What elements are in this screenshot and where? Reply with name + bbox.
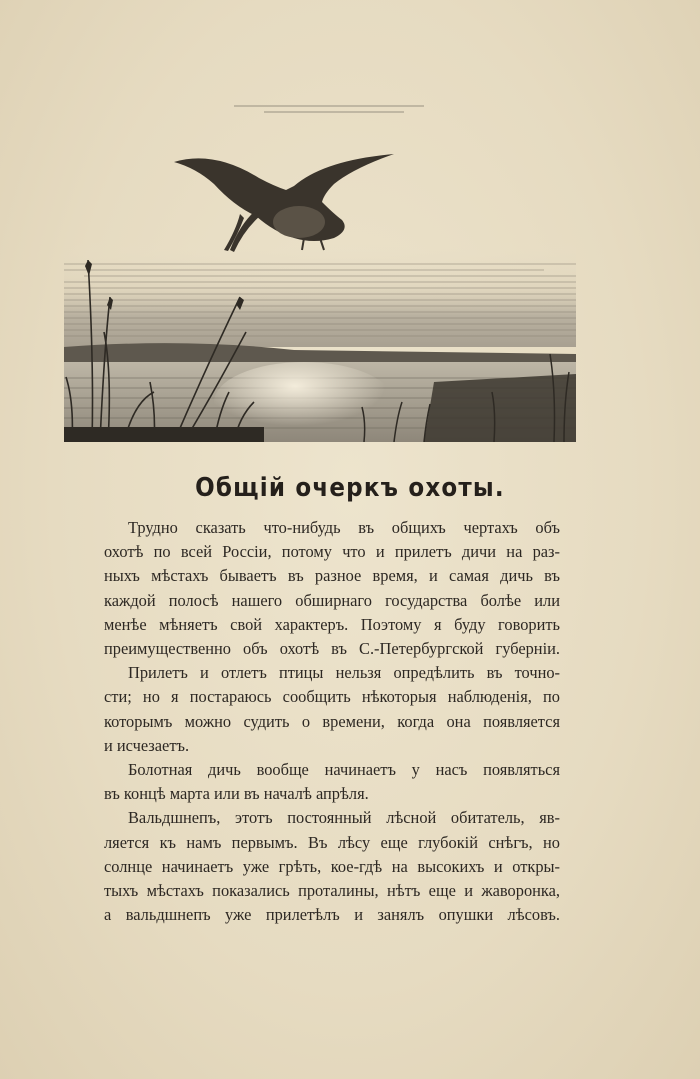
text-line: преимущественно объ охотѣ въ С.-Петербургской губерніи. <box>104 639 560 659</box>
body-text <box>104 516 560 927</box>
text-line: въ концѣ марта или въ началѣ апрѣля. <box>104 784 369 804</box>
woodcock-illustration <box>64 92 576 442</box>
text-line: солнце начинаетъ уже грѣть, кое-гдѣ на высокихъ и откры- <box>104 856 560 876</box>
text-line: Трудно сказать что-нибудь въ общихъ чертахъ объ <box>128 518 560 537</box>
text-line: охотѣ по всей Россіи, потому что и прилетъ дичи на раз- <box>104 542 560 562</box>
text-line: каждой полосѣ нашего обширнаго государства болѣе или <box>104 590 560 610</box>
text-line: Вальдшнепъ, этотъ постоянный лѣсной обитатель, яв- <box>128 808 560 828</box>
text-line: ныхъ мѣстахъ бываетъ въ разное время, и самая дичь въ <box>104 566 560 586</box>
text-line: сти; но я постараюсь сообщить нѣкоторыя наблюденія, по <box>104 687 560 707</box>
text-line: а вальдшнепъ уже прилетѣлъ и занялъ опушки лѣсовъ. <box>104 905 560 925</box>
bird <box>174 154 394 252</box>
text-line: менѣе мѣняетъ свой характеръ. Поэтому я буду говорить <box>104 614 560 634</box>
chapter-title: Общій очеркъ охоты. <box>195 473 505 503</box>
text-line: которымъ можно судить о времени, когда она появляется <box>104 711 560 731</box>
text-line: тыхъ мѣстахъ показались проталины, нѣтъ еще и жаворонка, <box>104 881 560 901</box>
text-line: и исчезаетъ. <box>104 735 190 755</box>
text-line: ляется къ намъ первымъ. Въ лѣсу еще глубокій снѣгъ, но <box>104 832 560 852</box>
text-line: Болотная дичь вообще начинаетъ у насъ появляться <box>128 760 560 780</box>
text-line: Прилетъ и отлетъ птицы нельзя опредѣлить въ точно- <box>128 663 560 683</box>
